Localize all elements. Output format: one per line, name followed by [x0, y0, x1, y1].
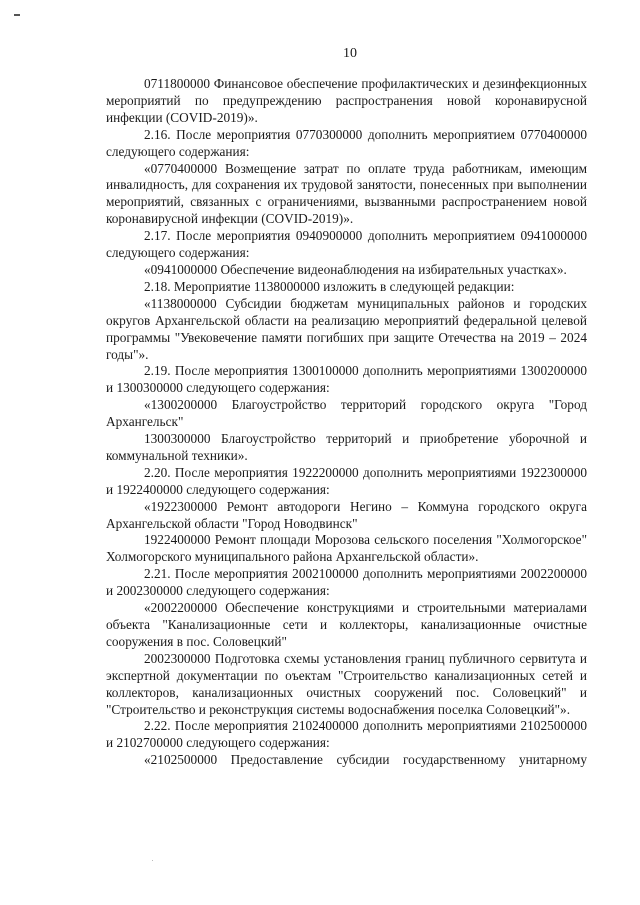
paragraph: 2.16. После мероприятия 0770300000 дополнить мероприятием 0770400000 следующего содержания:	[106, 126, 587, 159]
paragraph: «1138000000 Субсидии бюджетам муниципальных районов и городских округов Архангельской области на реализацию мероприятий федеральной целевой программы "Увековечение памяти погибших при защите Отечества на 2019 – 2024 годы"».	[106, 295, 587, 362]
paragraph: 2.17. После мероприятия 0940900000 дополнить мероприятием 0941000000 следующего содержания:	[106, 228, 587, 261]
paragraph: 2.19. После мероприятия 1300100000 дополнить мероприятиями 1300200000 и 1300300000 следующего содержания:	[106, 363, 587, 396]
document-body	[106, 76, 587, 769]
paragraph: 2.21. После мероприятия 2002100000 дополнить мероприятиями 2002200000 и 2002300000 следующего содержания:	[106, 566, 587, 599]
paragraph: 2.20. После мероприятия 1922200000 дополнить мероприятиями 1922300000 и 1922400000 следующего содержания:	[106, 464, 587, 497]
paragraph: 1922400000 Ремонт площади Морозова сельского поселения "Холмогорское" Холмогорского муниципального района Архангельской области».	[106, 532, 587, 565]
paragraph: «2002200000 Обеспечение конструкциями и строительными материалами объекта "Канализационные сети и коллекторы, канализационные очистные сооружения в пос. Соловецкий"	[106, 600, 587, 649]
paragraph: «0770400000 Возмещение затрат по оплате труда работникам, имеющим инвалидность, для сохранения их трудовой занятости, понесенных при выполнении мероприятий, связанных с ограничениями, вызванными распространением новой коронавирусной инфекции (COVID-2019)».	[106, 160, 587, 227]
paragraph: «1300200000 Благоустройство территорий городского округа "Город Архангельск"	[106, 397, 587, 430]
scan-speck	[152, 860, 153, 861]
page-number: 10	[343, 46, 357, 61]
paragraph: «0941000000 Обеспечение видеонаблюдения на избирательных участках».	[144, 261, 567, 277]
scan-corner-mark	[14, 14, 20, 16]
paragraph: 2.22. После мероприятия 2102400000 дополнить мероприятиями 2102500000 и 2102700000 следующего содержания:	[106, 718, 587, 751]
paragraph: 2002300000 Подготовка схемы установления границ публичного сервитута и экспертной документации по оъектам "Строительство канализационных сетей и коллекторов, канализационных очистных сооружений пос. Соловецкий" и "Строительство и реконструкция системы водоснабжения поселка Соловецкий"».	[106, 650, 587, 717]
paragraph: 2.18. Мероприятие 1138000000 изложить в следующей редакции:	[144, 278, 515, 294]
paragraph: 0711800000 Финансовое обеспечение профилактических и дезинфекционных мероприятий по предупреждению распространения новой коронавирусной инфекции (COVID-2019)».	[106, 76, 587, 125]
paragraph: «2102500000 Предоставление субсидии государственному унитарному	[144, 752, 587, 768]
paragraph: 1300300000 Благоустройство территорий и приобретение уборочной и коммунальной техники».	[106, 431, 587, 463]
paragraph: «1922300000 Ремонт автодороги Негино – Коммуна городского округа Архангельской области "Город Новодвинск"	[106, 498, 587, 531]
